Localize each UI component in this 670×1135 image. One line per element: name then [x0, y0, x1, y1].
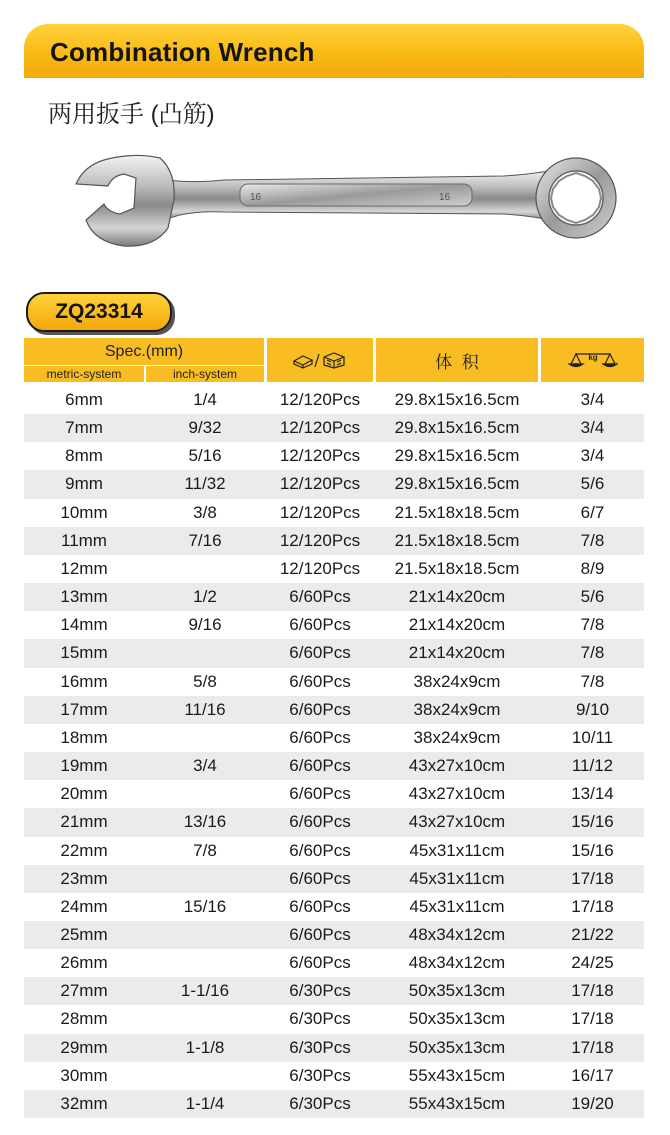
cell-inch: 5/8: [193, 671, 217, 691]
cell-pack: 6/60Pcs: [289, 924, 351, 944]
cell-volume: 29.8x15x16.5cm: [394, 474, 520, 494]
table-row: [24, 1090, 644, 1118]
cell-weight: 16/17: [571, 1065, 614, 1085]
product-code: ZQ23314: [55, 300, 143, 323]
cell-weight: 3/4: [580, 390, 605, 409]
cell-volume: 48x34x12cm: [408, 924, 506, 944]
cell-weight: 13/14: [571, 784, 614, 804]
cell-pack: 6/60Pcs: [289, 643, 351, 663]
cell-inch: [146, 724, 264, 752]
table-row: [24, 414, 644, 442]
cell-pack: 12/120Pcs: [279, 446, 361, 466]
cell-pack: 6/60Pcs: [289, 756, 351, 776]
spec-table: [24, 338, 644, 1118]
cell-volume: 43x27x10cm: [408, 784, 506, 804]
table-row: [24, 1005, 644, 1033]
cell-pack: 6/60Pcs: [289, 784, 351, 804]
table-row: [24, 1034, 644, 1062]
cell-volume: 50x35x13cm: [408, 981, 506, 1001]
cell-inch: [146, 921, 264, 949]
cell-inch: [146, 949, 264, 977]
table-row: [24, 893, 644, 921]
cell-inch: 15/16: [183, 896, 227, 916]
cell-metric: 10mm: [60, 502, 108, 522]
table-row: [24, 780, 644, 808]
table-row: [24, 470, 644, 498]
cell-pack: 6/60Pcs: [289, 812, 351, 832]
table-row: [24, 527, 644, 555]
title-banner: [24, 24, 644, 78]
cell-pack: 6/60Pcs: [289, 953, 351, 973]
table-row: [24, 611, 644, 639]
table-header: [24, 338, 644, 382]
cell-inch: 3/4: [193, 756, 217, 776]
header-metric: metric-system: [24, 366, 144, 382]
cell-inch: 1/2: [193, 587, 217, 607]
cell-volume: 50x35x13cm: [408, 1009, 506, 1029]
cell-metric: 8mm: [65, 446, 103, 466]
cell-weight: 11/12: [571, 756, 614, 776]
cell-inch: 7/8: [193, 840, 217, 860]
cell-weight: 17/18: [571, 896, 614, 916]
cell-metric: 7mm: [65, 418, 103, 438]
header-spec: Spec.(mm): [24, 338, 264, 365]
cell-pack: 6/30Pcs: [289, 1009, 351, 1029]
cell-volume: 38x24x9cm: [413, 699, 501, 719]
table-row: [24, 837, 644, 865]
cell-weight: 7/8: [580, 530, 605, 550]
header-package: [267, 338, 373, 382]
cell-weight: 9/10: [575, 699, 610, 719]
cell-volume: 29.8x15x16.5cm: [394, 446, 520, 466]
cell-weight: 5/6: [580, 474, 605, 494]
wrench-illustration: [64, 150, 624, 260]
cell-pack: 6/60Pcs: [289, 587, 351, 607]
wrench-image: [64, 150, 624, 260]
table-body: [24, 386, 644, 1118]
cell-inch: 13/16: [183, 812, 227, 832]
cell-volume: 38x24x9cm: [413, 727, 501, 747]
cell-metric: 19mm: [60, 756, 108, 776]
cell-inch: 1-1/16: [180, 981, 230, 1001]
cell-weight: 5/6: [580, 587, 605, 607]
cell-volume: 21.5x18x18.5cm: [394, 502, 520, 522]
cell-weight: 7/8: [580, 671, 605, 691]
scale-kg-icon: [568, 350, 618, 370]
cell-inch: 3/8: [193, 502, 217, 522]
cell-pack: 12/120Pcs: [279, 558, 361, 578]
cell-volume: 21x14x20cm: [408, 587, 506, 607]
cell-volume: 29.8x15x16.5cm: [394, 390, 520, 409]
cell-weight: 17/18: [571, 868, 614, 888]
weight-unit: kg: [587, 353, 598, 362]
cell-pack: 6/60Pcs: [289, 727, 351, 747]
table-row: [24, 724, 644, 752]
cell-pack: 12/120Pcs: [279, 474, 361, 494]
cell-weight: 3/4: [580, 418, 605, 438]
cell-metric: 28mm: [60, 1009, 108, 1029]
cell-weight: 17/18: [571, 981, 614, 1001]
cell-volume: 45x31x11cm: [409, 896, 505, 916]
cell-inch: [146, 1005, 264, 1033]
cell-weight: 7/8: [580, 643, 605, 663]
cell-inch: 9/16: [188, 615, 222, 635]
cell-volume: 43x27x10cm: [408, 756, 506, 776]
cell-volume: 21.5x18x18.5cm: [394, 558, 520, 578]
cell-inch: 1-1/4: [185, 1093, 225, 1113]
cell-volume: 55x43x15cm: [408, 1065, 506, 1085]
cell-weight: 3/4: [580, 446, 605, 466]
cell-volume: 43x27x10cm: [408, 812, 506, 832]
cell-volume: 38x24x9cm: [413, 671, 501, 691]
product-code-badge: [26, 292, 172, 332]
cell-metric: 22mm: [60, 840, 108, 860]
header-weight: [541, 338, 644, 382]
cell-metric: 24mm: [60, 896, 108, 916]
cell-metric: 6mm: [65, 390, 103, 409]
wrench-marking-left: 16: [250, 192, 262, 203]
table-row: [24, 668, 644, 696]
cell-volume: 55x43x15cm: [408, 1093, 506, 1113]
cell-metric: 13mm: [60, 587, 108, 607]
cell-volume: 21x14x20cm: [408, 615, 506, 635]
table-row: [24, 949, 644, 977]
cell-weight: 21/22: [571, 924, 614, 944]
cell-metric: 15mm: [60, 643, 108, 663]
table-row: [24, 977, 644, 1005]
cell-inch: 11/32: [184, 474, 226, 494]
table-row: [24, 555, 644, 583]
table-row: [24, 499, 644, 527]
header-inch: inch-system: [146, 366, 264, 382]
cell-inch: [146, 865, 264, 893]
cell-inch: 11/16: [184, 699, 226, 719]
cell-metric: 25mm: [60, 924, 108, 944]
table-row: [24, 752, 644, 780]
cell-pack: 6/30Pcs: [289, 1093, 351, 1113]
cell-weight: 17/18: [571, 1037, 614, 1057]
table-row: [24, 386, 644, 414]
cell-metric: 12mm: [60, 558, 108, 578]
cell-metric: 16mm: [60, 671, 108, 691]
cell-weight: 17/18: [571, 1009, 614, 1029]
table-row: [24, 1062, 644, 1090]
cell-pack: 12/120Pcs: [279, 418, 361, 438]
cell-inch: 1-1/8: [185, 1037, 225, 1057]
cell-pack: 6/60Pcs: [289, 615, 351, 635]
table-row: [24, 639, 644, 667]
cell-inch: 9/32: [188, 418, 222, 438]
cell-weight: 6/7: [580, 502, 605, 522]
cell-metric: 14mm: [60, 615, 108, 635]
cell-metric: 21mm: [60, 812, 108, 832]
wrench-marking-right: 16: [439, 192, 451, 203]
table-row: [24, 921, 644, 949]
header-volume-label: 体 积: [435, 352, 479, 372]
cell-weight: 15/16: [571, 840, 614, 860]
cell-volume: 45x31x11cm: [409, 868, 505, 888]
cell-weight: 15/16: [571, 812, 614, 832]
cell-pack: 6/30Pcs: [289, 1037, 351, 1057]
cell-volume: 45x31x11cm: [409, 840, 505, 860]
cell-inch: [146, 1062, 264, 1090]
cell-inch: [146, 555, 264, 583]
cell-pack: 12/120Pcs: [279, 530, 361, 550]
cell-weight: 24/25: [571, 953, 614, 973]
cell-inch: 7/16: [188, 530, 222, 550]
cell-volume: 21.5x18x18.5cm: [394, 530, 520, 550]
cell-pack: 6/60Pcs: [289, 699, 351, 719]
cell-pack: 6/60Pcs: [289, 671, 351, 691]
cell-metric: 20mm: [60, 784, 108, 804]
cell-metric: 27mm: [60, 981, 108, 1001]
cell-metric: 30mm: [60, 1065, 108, 1085]
page-subtitle: 两用扳手 (凸筋): [48, 101, 215, 128]
cell-pack: 6/30Pcs: [289, 981, 351, 1001]
cell-metric: 23mm: [60, 868, 108, 888]
table-row: [24, 696, 644, 724]
table-row: [24, 865, 644, 893]
cell-weight: 19/20: [571, 1093, 614, 1113]
cell-volume: 21x14x20cm: [408, 643, 506, 663]
header-volume: [376, 338, 538, 382]
cell-metric: 9mm: [65, 474, 103, 494]
cell-inch: 5/16: [188, 446, 222, 466]
cell-metric: 17mm: [60, 699, 108, 719]
cell-pack: 12/120Pcs: [279, 390, 361, 409]
cell-metric: 29mm: [60, 1037, 108, 1057]
cell-inch: [146, 639, 264, 667]
table-row: [24, 583, 644, 611]
cell-pack: 12/120Pcs: [279, 502, 361, 522]
cell-weight: 10/11: [571, 727, 614, 747]
cell-volume: 48x34x12cm: [408, 953, 506, 973]
cell-volume: 50x35x13cm: [408, 1037, 506, 1057]
page-title: Combination Wrench: [50, 37, 315, 67]
cell-weight: 8/9: [580, 558, 605, 578]
cell-pack: 6/60Pcs: [289, 868, 351, 888]
cell-metric: 32mm: [60, 1093, 108, 1113]
cell-inch: 1/4: [193, 390, 217, 409]
cell-metric: 26mm: [60, 953, 108, 973]
cell-weight: 7/8: [580, 615, 605, 635]
cell-pack: 6/60Pcs: [289, 840, 351, 860]
cell-inch: [146, 780, 264, 808]
box-package-icon: [291, 351, 349, 369]
table-row: [24, 442, 644, 470]
cell-metric: 18mm: [60, 727, 108, 747]
cell-pack: 6/60Pcs: [289, 896, 351, 916]
cell-pack: 6/30Pcs: [289, 1065, 351, 1085]
table-row: [24, 808, 644, 836]
cell-metric: 11mm: [61, 530, 107, 550]
cell-volume: 29.8x15x16.5cm: [394, 418, 520, 438]
